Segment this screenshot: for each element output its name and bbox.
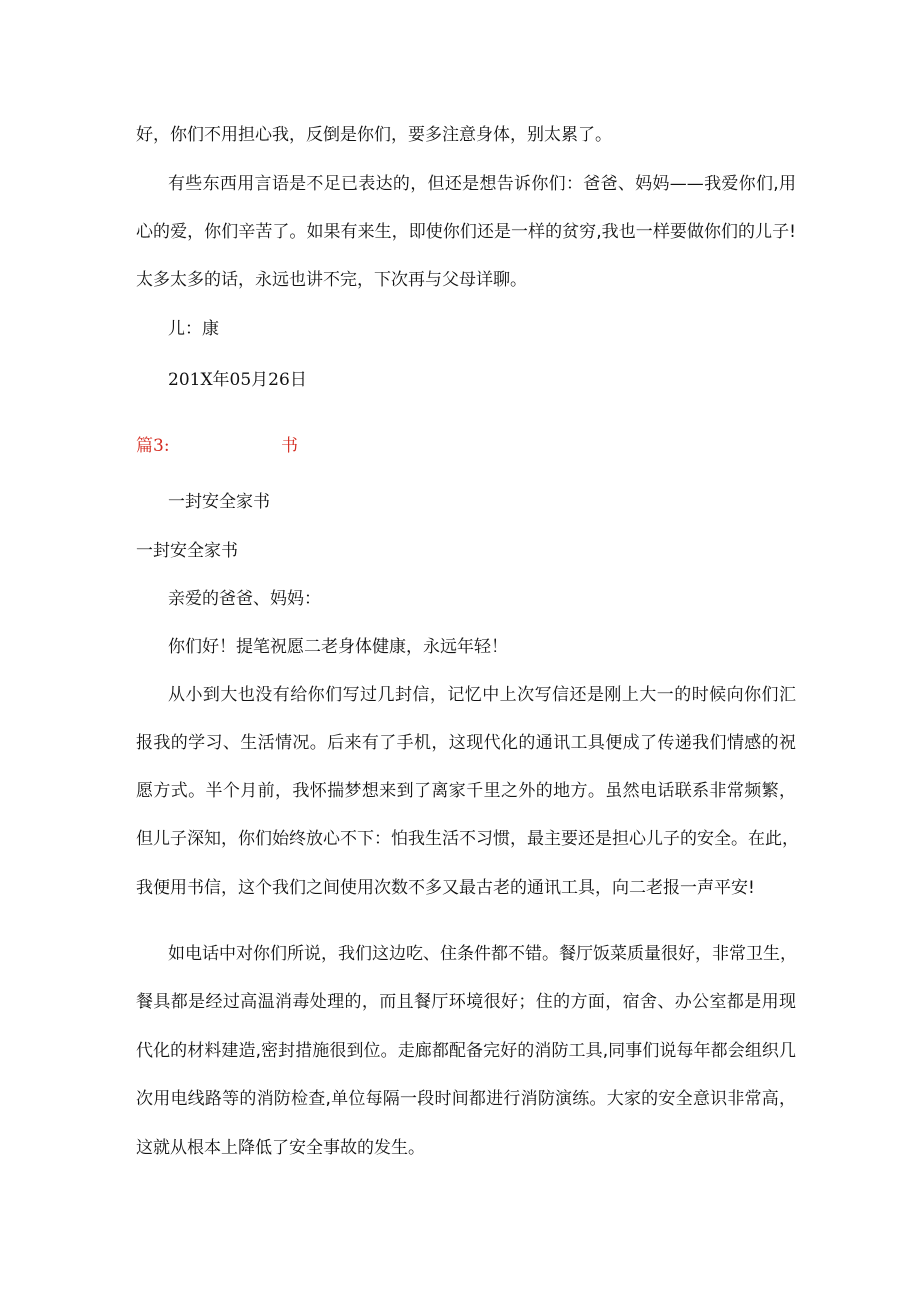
section-label: 篇3:	[136, 436, 170, 456]
paragraph-line: 如电话中对你们所说，我们这边吃、住条件都不错。餐厅饭菜质量很好，非常卫生，	[168, 944, 797, 964]
letter-title-indented: 一封安全家书	[168, 492, 270, 512]
paragraph-line: 有些东西用言语是不足已表达的，但还是想告诉你们：爸爸、妈妈——我爱你们,用	[168, 174, 796, 194]
paragraph-line: 心的爱，你们辛苦了。如果有来生，即使你们还是一样的贫穷,我也一样要做你们的儿子!	[136, 222, 796, 242]
paragraph-line: 愿方式。半个月前，我怀揣梦想来到了离家千里之外的地方。虽然电话联系非常频繁，	[136, 781, 796, 801]
greeting: 你们好！提笔祝愿二老身体健康，永远年轻！	[168, 637, 508, 657]
letter-date: 201X年05月26日	[168, 370, 307, 390]
section-title: 书	[281, 436, 298, 456]
paragraph-line: 代化的材料建造,密封措施很到位。走廊都配备完好的消防工具,同事们说每年都会组织几	[136, 1041, 796, 1061]
paragraph-line: 报我的学习、生活情况。后来有了手机，这现代化的通讯工具便成了传递我们情感的祝	[136, 733, 796, 753]
letter-title: 一封安全家书	[136, 541, 238, 561]
salutation: 亲爱的爸爸、妈妈：	[168, 589, 321, 609]
paragraph-line: 太多太多的话，永远也讲不完，下次再与父母详聊。	[136, 270, 527, 290]
paragraph-line: 次用电线路等的消防检查,单位每隔一段时间都进行消防演练。大家的安全意识非常高，	[136, 1089, 796, 1109]
paragraph-line: 餐具都是经过高温消毒处理的，而且餐厅环境很好；住的方面，宿舍、办公室都是用现	[136, 992, 796, 1012]
paragraph-line: 从小到大也没有给你们写过几封信，记忆中上次写信还是刚上大一的时候向你们汇	[168, 685, 796, 705]
paragraph-line: 好，你们不用担心我，反倒是你们，要多注意身体，别太累了。	[136, 125, 612, 145]
paragraph-line: 这就从根本上降低了安全事故的发生。	[136, 1138, 425, 1158]
signature: 儿：康	[168, 319, 219, 339]
paragraph-line: 但儿子深知，你们始终放心不下：怕我生活不习惯，最主要还是担心儿子的安全。在此，	[136, 829, 799, 849]
paragraph-line: 我便用书信，这个我们之间使用次数不多又最古老的通讯工具，向二老报一声平安!	[136, 878, 755, 898]
